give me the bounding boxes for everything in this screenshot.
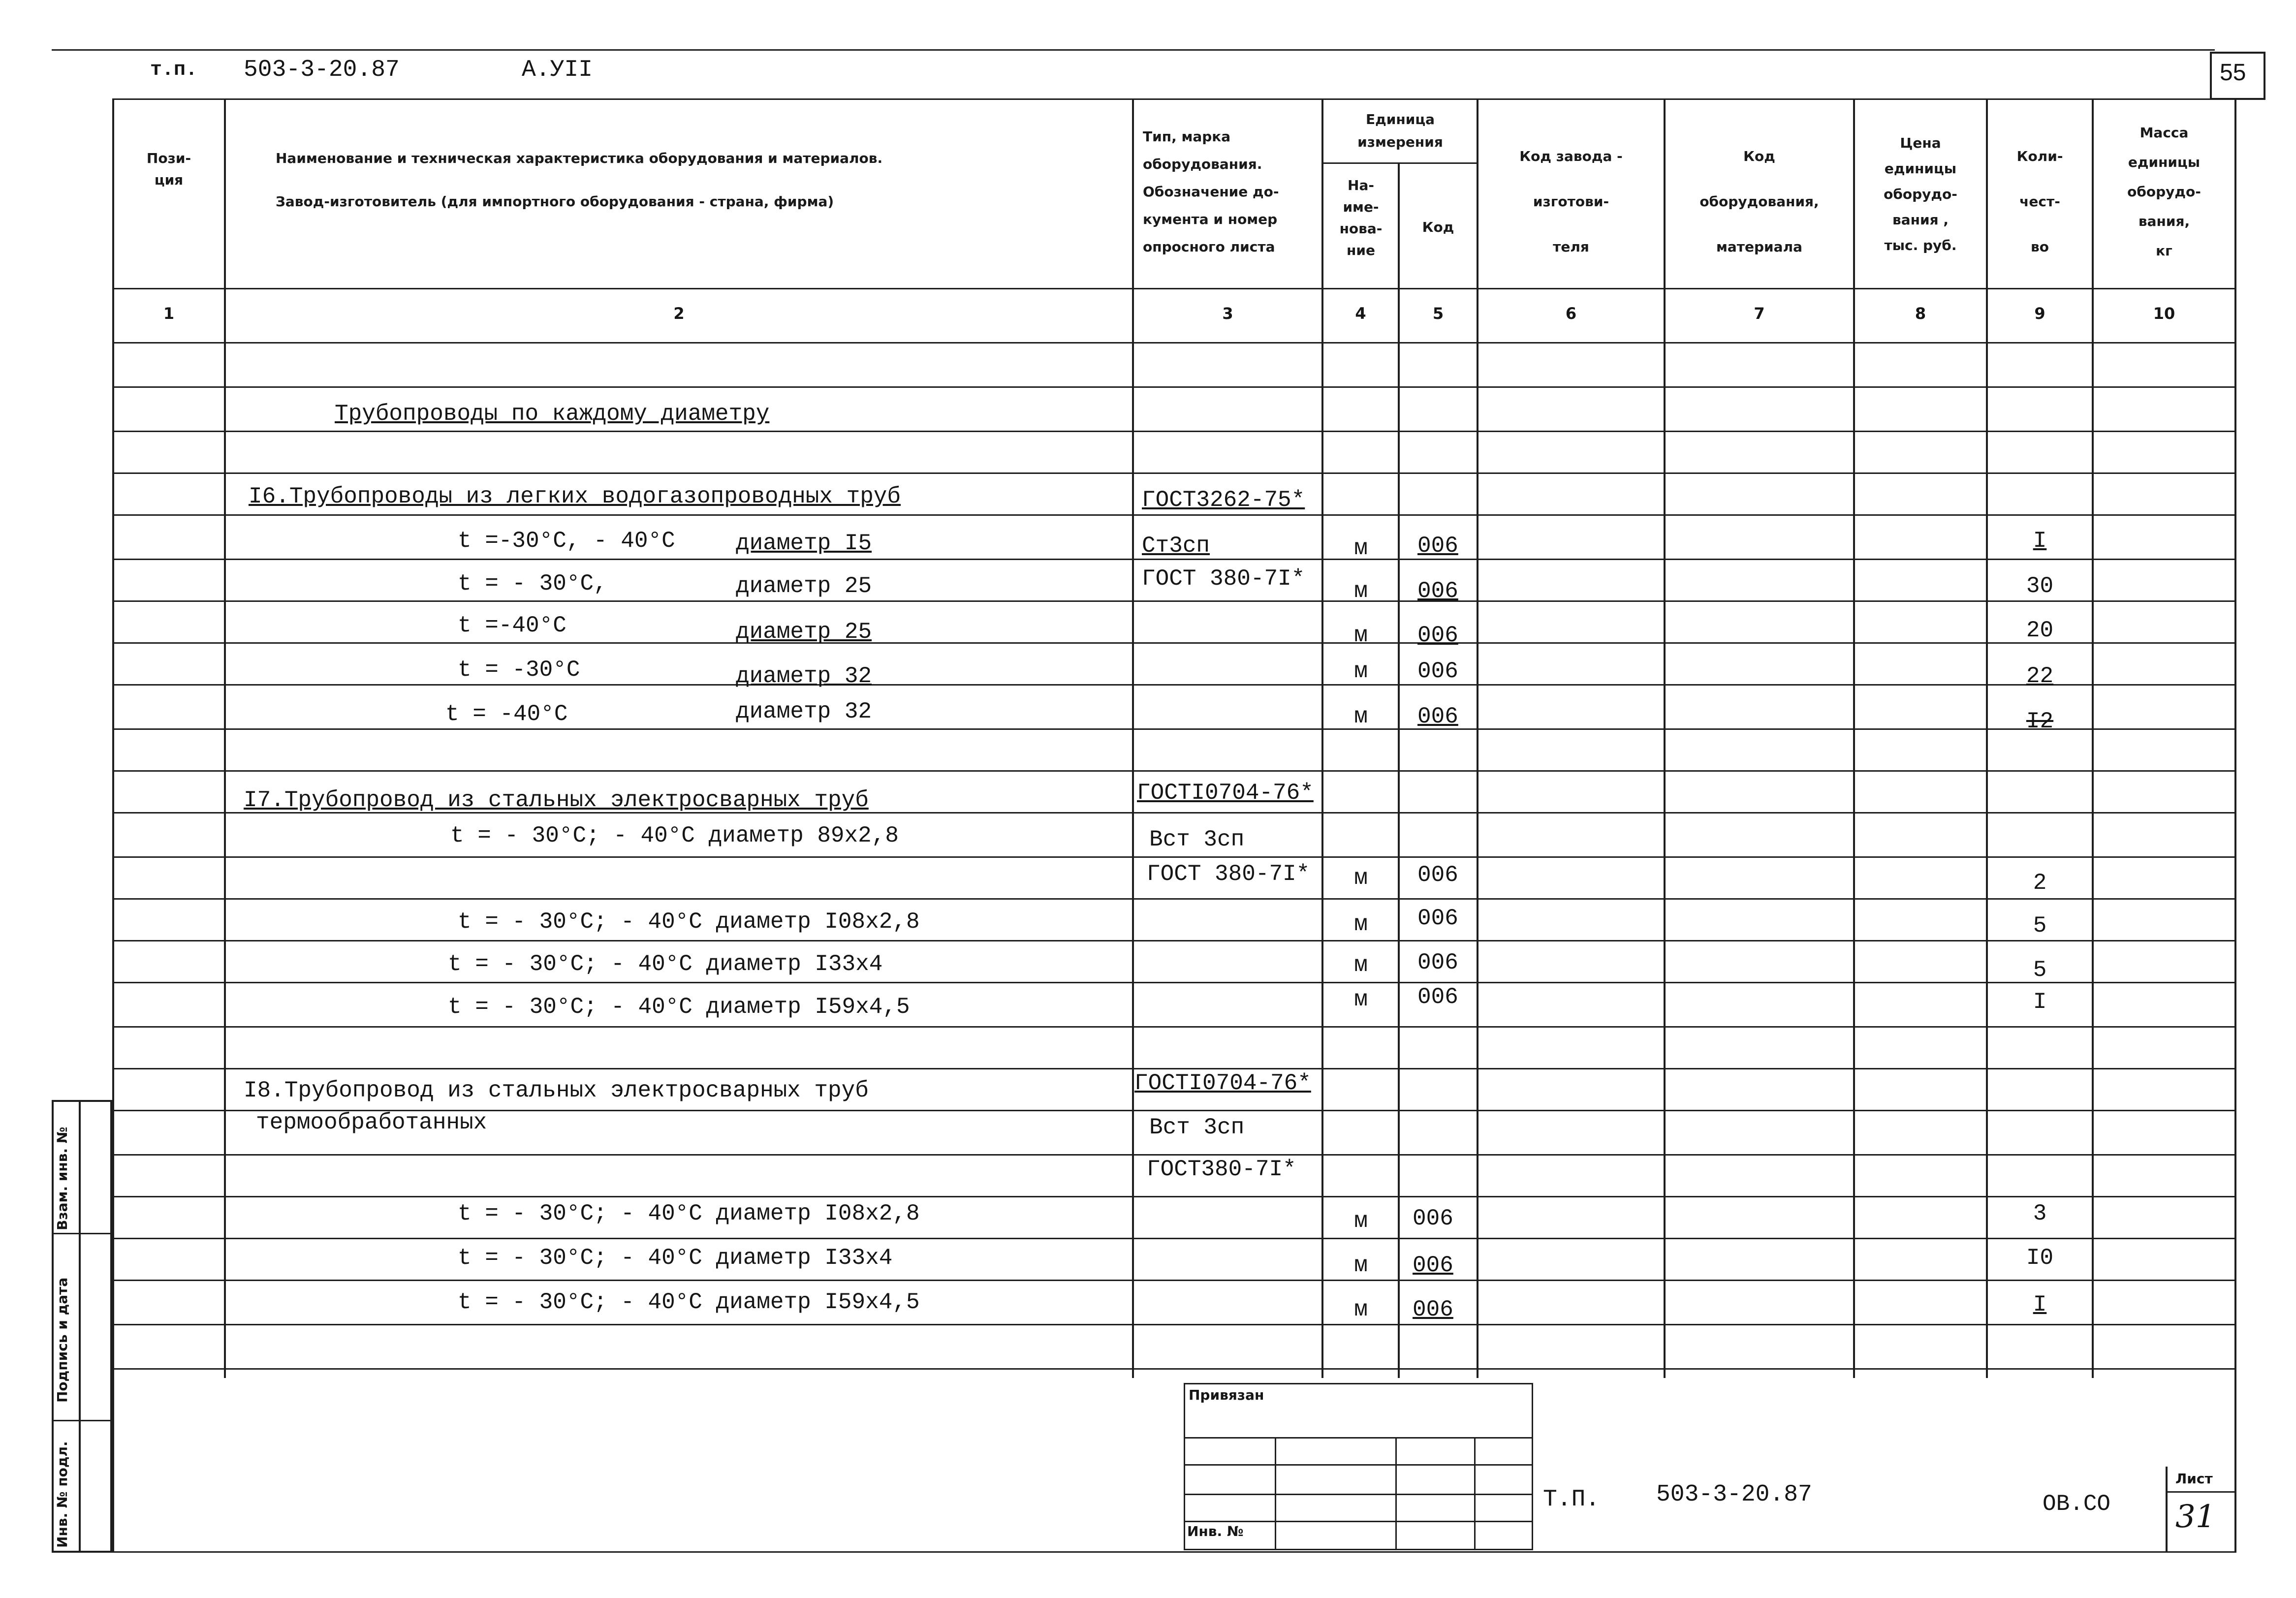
- item-quantity: 22: [2026, 663, 2054, 689]
- item-code: 006: [1417, 578, 1458, 604]
- document-code: 503-3-20.87: [244, 57, 400, 83]
- item-name: I6.Трубопроводы из легких водогазопроводных труб: [249, 484, 901, 509]
- stamp-code-prefix: Т.П.: [1543, 1486, 1600, 1513]
- item-quantity: 5: [2033, 957, 2047, 983]
- item-unit: м: [1354, 578, 1368, 604]
- sheet-box-divider: [2166, 1467, 2168, 1551]
- row-rule: [112, 1026, 2236, 1028]
- attach-rule: [1184, 1437, 1533, 1439]
- side-stamp-rule: [52, 1233, 112, 1234]
- sheet-corner-number: 55: [2220, 60, 2246, 86]
- row-rule: [112, 940, 2236, 941]
- col-number: 5: [1432, 304, 1444, 323]
- sheet-label: Лист: [2175, 1471, 2213, 1487]
- col-line-8: [1986, 98, 1988, 1378]
- item-unit: м: [1354, 1208, 1368, 1234]
- side-stamp-divider: [79, 1100, 81, 1553]
- album-number: А.УII: [522, 57, 593, 83]
- item-doc: ГОСТ 380-7I*: [1147, 861, 1310, 887]
- col-number: 1: [163, 304, 175, 323]
- col-number: 2: [673, 304, 685, 323]
- item-quantity: 5: [2033, 913, 2047, 939]
- side-label-inv: Инв. № подл.: [54, 1441, 70, 1548]
- item-unit: м: [1354, 911, 1368, 937]
- row-rule: [112, 898, 2236, 900]
- item-name: t = - 30°C; - 40°C диаметр I08х2,8: [458, 1201, 920, 1226]
- item-name: t = - 30°C; - 40°C диаметр I59х4,5: [448, 994, 910, 1020]
- side-label-podpis: Подпись и дата: [54, 1277, 70, 1403]
- row-rule: [112, 600, 2236, 602]
- item-doc: Вст 3сп: [1149, 827, 1245, 852]
- header-equipment-code: Код оборудования, материала: [1699, 148, 1819, 255]
- item-code: 006: [1417, 533, 1458, 559]
- item-code: 006: [1417, 950, 1458, 975]
- item-name: t = -40°C: [445, 701, 568, 727]
- item-doc: ГОСТ380-7I*: [1147, 1157, 1296, 1182]
- frame-top: [112, 98, 2236, 100]
- header-plant-code: Код завода - изготови- теля: [1519, 148, 1623, 255]
- unit-group-rule: [1321, 162, 1478, 164]
- item-name: t = - 30°C; - 40°C диаметр I33х4: [458, 1245, 893, 1271]
- header-type: Тип, марка оборудования. Обозначение до- кумента и номер опросного листа: [1143, 128, 1279, 255]
- attach-col: [1275, 1437, 1276, 1550]
- header-position: Пози- ция: [146, 150, 191, 188]
- item-unit: м: [1354, 987, 1368, 1012]
- table-bottom-rule: [112, 1368, 2236, 1370]
- section-title: Трубопроводы по каждому диаметру: [335, 401, 770, 427]
- col-number: 8: [1915, 304, 1926, 323]
- item-name: t = -30°C: [458, 657, 580, 683]
- item-unit: м: [1354, 658, 1368, 684]
- col-number: 4: [1355, 304, 1366, 323]
- row-rule: [112, 431, 2236, 432]
- col-line-2: [1132, 98, 1134, 1378]
- col-number: 3: [1222, 304, 1233, 323]
- col-line-6: [1664, 98, 1666, 1378]
- item-unit: м: [1354, 623, 1368, 648]
- row-rule: [112, 1068, 2236, 1069]
- row-rule: [112, 856, 2236, 858]
- item-diameter: диаметр 32: [736, 699, 872, 724]
- item-name: I8.Трубопровод из стальных электросварных труб: [244, 1078, 869, 1103]
- header-name: Наименование и техническая характеристика оборудования и материалов. Завод-изготовитель (для импортного оборудования - страна, фирма): [276, 150, 883, 210]
- frame-right: [2234, 98, 2236, 1553]
- header-price: Цена единицы оборудо- вания , тыс. руб.: [1884, 135, 1957, 253]
- row-rule: [112, 472, 2236, 474]
- item-quantity: 3: [2033, 1201, 2047, 1226]
- header-bottom-rule: [112, 288, 2236, 289]
- item-code: 006: [1417, 862, 1458, 888]
- row-rule: [112, 559, 2236, 560]
- item-code: 006: [1413, 1206, 1453, 1231]
- frame-bottom: [112, 1551, 2236, 1553]
- header-unit-group: Единица измерения: [1357, 111, 1443, 150]
- row-rule: [112, 1238, 2236, 1239]
- item-code: 006: [1413, 1297, 1453, 1322]
- header-mass: Масса единицы оборудо- вания, кг: [2127, 125, 2201, 259]
- item-name: t = - 30°C; - 40°C диаметр I33х4: [448, 951, 883, 977]
- item-quantity: 30: [2026, 573, 2054, 599]
- row-rule: [112, 642, 2236, 644]
- item-doc: Ст3сп: [1142, 533, 1210, 559]
- item-name: термообработанных: [256, 1110, 487, 1135]
- item-name: t =-30°C, - 40°C: [458, 528, 675, 554]
- item-code: 006: [1417, 984, 1458, 1010]
- item-quantity: I: [2033, 1292, 2047, 1317]
- header-unit-code: Код: [1422, 219, 1454, 235]
- sheet-number: 31: [2175, 1499, 2216, 1535]
- side-label-vzam: Взам. инв. №: [54, 1127, 70, 1230]
- header-quantity: Коли- чест- во: [2016, 148, 2063, 255]
- item-diameter: диаметр 25: [736, 573, 872, 599]
- item-unit: м: [1354, 1297, 1368, 1322]
- header-unit-name: На- име- нова- ние: [1339, 177, 1383, 258]
- col-number-rule: [112, 342, 2236, 344]
- row-rule: [112, 770, 2236, 772]
- item-quantity: 20: [2026, 618, 2054, 643]
- inv-label: Инв. №: [1187, 1523, 1244, 1539]
- item-unit: м: [1354, 535, 1368, 561]
- item-code: 006: [1417, 704, 1458, 729]
- item-doc: ГОСТ 380-7I*: [1142, 566, 1305, 592]
- attach-rule: [1184, 1464, 1533, 1466]
- col-line-1: [224, 98, 226, 1378]
- side-stamp-rule: [52, 1420, 112, 1421]
- row-rule: [112, 728, 2236, 730]
- item-code: 006: [1417, 623, 1458, 648]
- item-code: 006: [1417, 658, 1458, 684]
- item-doc: Вст 3сп: [1149, 1115, 1245, 1140]
- col-number: 7: [1754, 304, 1765, 323]
- col-number: 6: [1565, 304, 1577, 323]
- row-rule: [112, 386, 2236, 388]
- item-doc: ГОСТI0704-76*: [1134, 1070, 1311, 1096]
- item-name: t = - 30°C,: [458, 571, 607, 596]
- col-number: 9: [2034, 304, 2045, 323]
- attach-col: [1395, 1437, 1397, 1550]
- row-rule: [112, 1196, 2236, 1197]
- item-quantity: I: [2033, 528, 2047, 554]
- item-unit: м: [1354, 1253, 1368, 1278]
- item-unit: м: [1354, 704, 1368, 729]
- row-rule: [112, 1324, 2236, 1325]
- item-diameter: диаметр 25: [736, 619, 872, 645]
- row-rule: [112, 1154, 2236, 1156]
- item-unit: м: [1354, 952, 1368, 978]
- row-rule: [112, 684, 2236, 686]
- stamp-code: 503-3-20.87: [1656, 1481, 1812, 1508]
- item-diameter: диаметр 32: [736, 663, 872, 689]
- row-rule: [112, 514, 2236, 516]
- row-rule: [112, 982, 2236, 983]
- item-quantity: 2: [2033, 870, 2047, 896]
- col-line-9: [2092, 98, 2094, 1378]
- top-rule: [52, 49, 2215, 51]
- item-code: 006: [1413, 1253, 1453, 1278]
- attach-label: Привязан: [1189, 1387, 1264, 1403]
- stamp-section: ОВ.СО: [2043, 1491, 2111, 1517]
- item-name: I7.Трубопровод из стальных электросварных труб: [244, 787, 869, 813]
- item-quantity: I2: [2026, 709, 2054, 734]
- item-unit: м: [1354, 865, 1368, 891]
- item-quantity: I0: [2026, 1245, 2054, 1271]
- attach-col: [1474, 1437, 1476, 1550]
- item-name: t =-40°C: [458, 613, 566, 638]
- code-prefix: т.п.: [150, 59, 198, 81]
- col-number: 10: [2153, 304, 2175, 323]
- attach-rule: [1184, 1521, 1533, 1522]
- col-line-7: [1853, 98, 1855, 1378]
- col-line-3: [1321, 98, 1323, 1378]
- item-code: 006: [1417, 906, 1458, 931]
- item-name: t = - 30°C; - 40°C диаметр I08х2,8: [458, 909, 920, 935]
- row-rule: [112, 1280, 2236, 1281]
- item-diameter: диаметр I5: [736, 531, 872, 556]
- item-quantity: I: [2033, 989, 2047, 1015]
- attach-rule: [1184, 1494, 1533, 1495]
- item-doc: ГОСТI0704-76*: [1137, 780, 1314, 806]
- col-line-5: [1477, 98, 1478, 1378]
- item-doc: ГОСТ3262-75*: [1142, 487, 1305, 513]
- item-name: t = - 30°C; - 40°C диаметр 89х2,8: [450, 823, 899, 848]
- item-name: t = - 30°C; - 40°C диаметр I59х4,5: [458, 1289, 920, 1315]
- sheet-box-rule: [2166, 1491, 2234, 1493]
